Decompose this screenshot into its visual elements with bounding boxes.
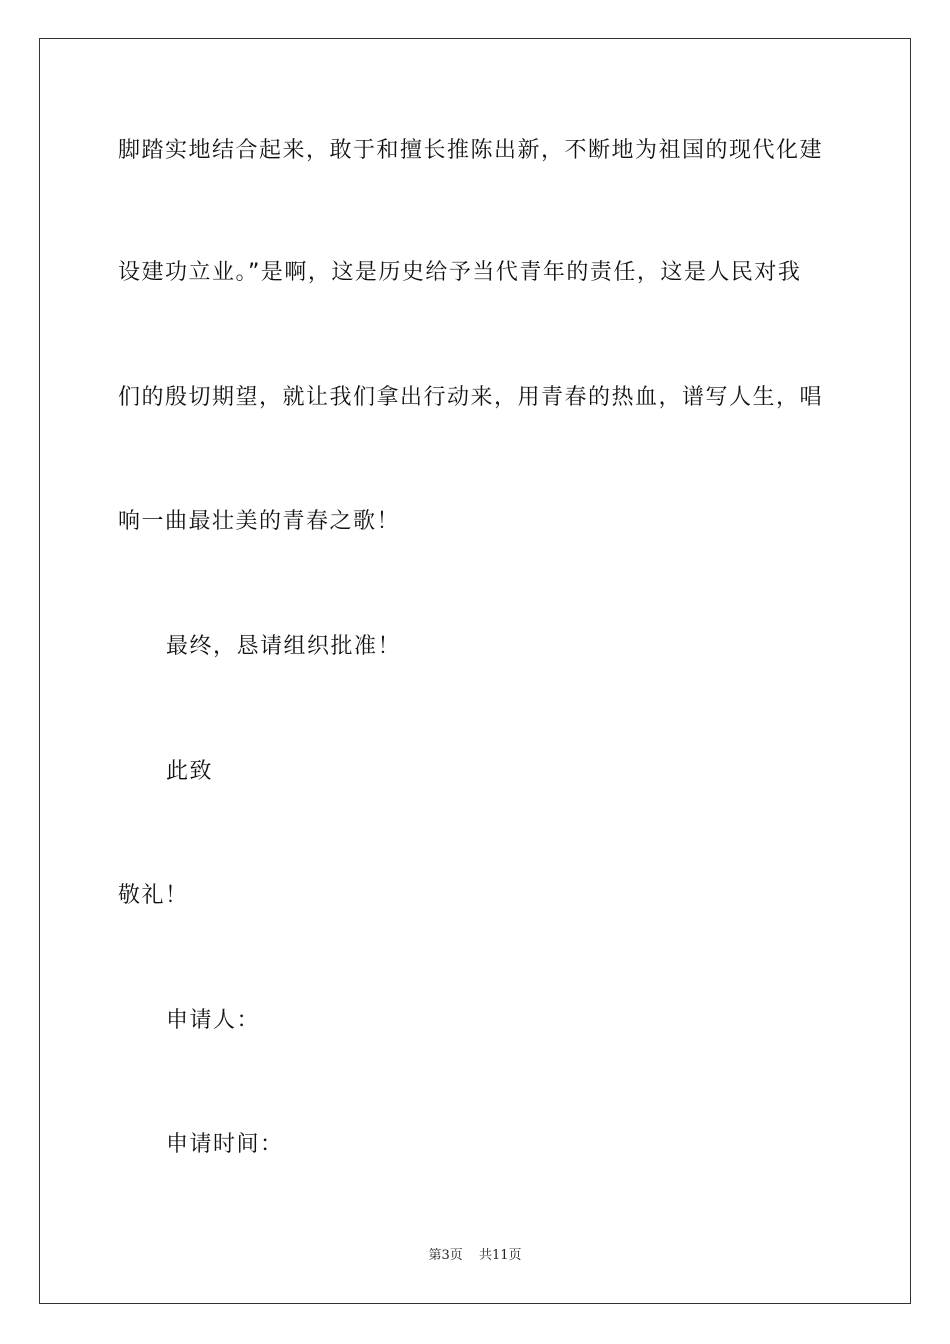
paragraph-line-4: 响一曲最壮美的青春之歌！	[118, 509, 401, 534]
page-number: 第3页	[428, 1248, 463, 1263]
application-date-label: 申请时间：	[166, 1132, 284, 1157]
page-total: 共11页	[478, 1248, 522, 1263]
paragraph-line-1: 脚踏实地结合起来，敢于和擅长推陈出新，不断地为祖国的现代化建	[118, 138, 824, 163]
salutation-cizhi: 此致	[166, 759, 214, 784]
closing-request: 最终，恳请组织批准！	[166, 634, 402, 659]
paragraph-line-2: 设建功立业。”是啊，这是历史给予当代青年的责任，这是人民对我	[118, 260, 802, 285]
page-footer	[0, 1247, 950, 1265]
paragraph-line-3: 们的殷切期望，就让我们拿出行动来，用青春的热血，谱写人生，唱	[118, 385, 824, 410]
page-frame	[39, 38, 911, 1304]
salutation-jingli: 敬礼！	[118, 883, 189, 908]
applicant-label: 申请人：	[166, 1008, 261, 1033]
